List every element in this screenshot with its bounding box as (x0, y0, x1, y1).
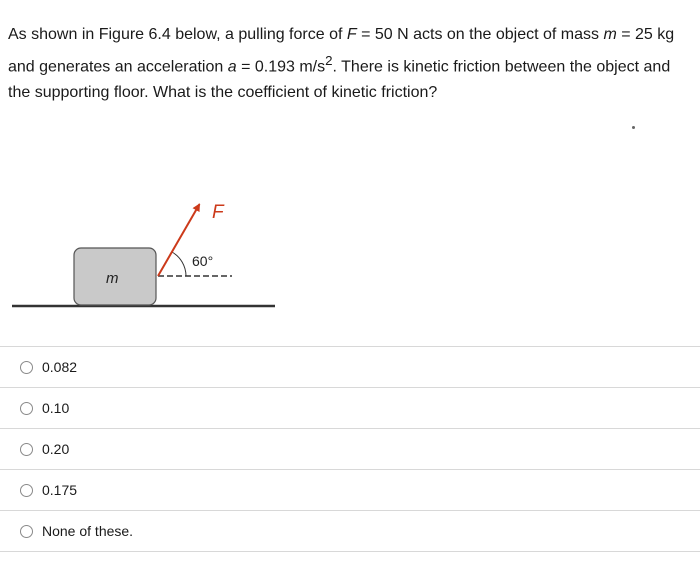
figure-6-4 (0, 190, 290, 320)
radio-button[interactable] (20, 525, 33, 538)
answer-label: 0.082 (42, 359, 78, 375)
answer-option[interactable] (0, 428, 700, 469)
question-part: = 50 N acts on the object of mass (356, 26, 604, 43)
mass-variable: m (603, 26, 617, 43)
question-text (8, 22, 688, 106)
answer-label: None of these. (42, 523, 134, 539)
answer-option[interactable] (0, 387, 700, 428)
answer-option[interactable] (0, 510, 700, 552)
question-part: = 25 kg and generates an acceleration (8, 26, 675, 76)
radio-button[interactable] (20, 361, 33, 374)
answer-options (0, 346, 700, 552)
stray-dot (632, 126, 635, 129)
question-part: . There is kinetic friction between the object and the supporting floor. What is the coefficient of kinetic friction? (8, 58, 671, 102)
angle-label: 60° (192, 253, 214, 269)
exponent: 2 (325, 53, 333, 68)
radio-button[interactable] (20, 443, 33, 456)
angle-arc (172, 252, 186, 276)
force-label: F (212, 202, 224, 223)
radio-button[interactable] (20, 402, 33, 415)
answer-label: 0.20 (42, 441, 70, 457)
acceleration-variable: a (227, 58, 237, 76)
force-diagram (0, 190, 290, 320)
answer-option[interactable] (0, 469, 700, 510)
question-part: = 0.193 m/s (236, 58, 326, 76)
answer-option[interactable] (0, 346, 700, 387)
radio-button[interactable] (20, 484, 33, 497)
answer-label: 0.10 (42, 400, 70, 416)
answer-label: 0.175 (42, 482, 78, 498)
force-variable: F (346, 26, 357, 43)
mass-label: m (106, 270, 119, 287)
question-part: As shown in Figure 6.4 below, a pulling force of (8, 26, 347, 43)
